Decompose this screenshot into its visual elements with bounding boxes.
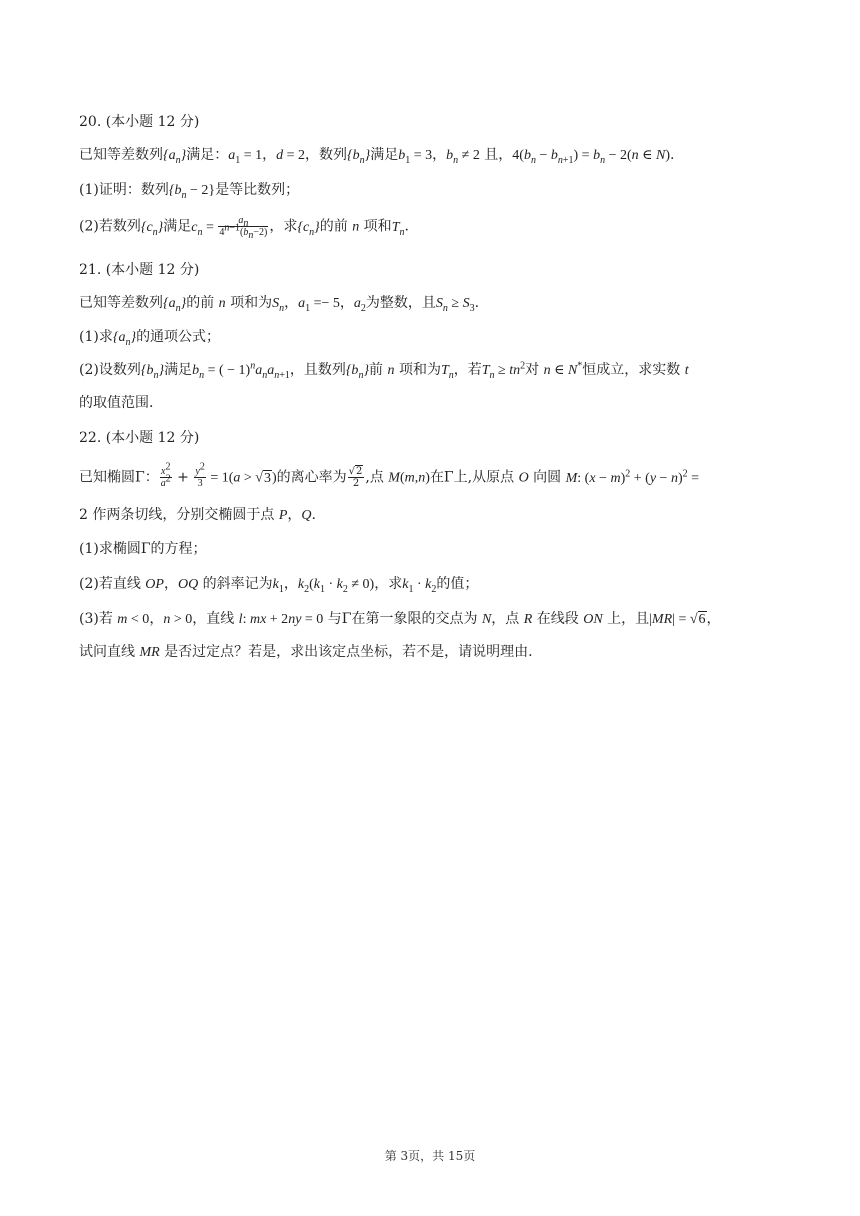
problem-20-stem: 已知等差数列$\{a_n\}$满足：$a_1 = 1$，d = 2，数列$\{b_n\}$满足$b_1 = 3$，$b_n \ne 2$ 且，$4(b_n - b_{n+1}) = b_n - 2(n$ ∈ N). [79,147,675,166]
problem-21-header: 21. (本小题 12 分) [79,262,200,278]
problem-22-stem: 已知椭圆Γ： $\frac{x^2}{a^2}$ + $\frac{y^2}{3}$ = 1(a > √3)的离心率为 $\frac{√2}{2}$ ,点 M(m,n)在Γ上,从原点 O 向圆 M: $(x - m)^2 + (y - n)^2$ = [79,461,700,489]
problem-21-part-1: (1)求$\{a_n\}$的通项公式； [79,329,221,348]
fraction-x2-a2: $\frac{x^2}{a^2}$ [160,461,171,489]
problem-22-part-1: (1)求椭圆Γ的方程； [79,541,207,557]
problem-20-part-2: (2)若数列$\{c_n\}$满足$c_n$ = $\frac{a_n}{4^{n-1}(b_n-2)}$ ，求$\{c_n\}$的前 n 项和$T_n$. [79,215,409,241]
problem-22-stem-continued: 2 作两条切线，分别交椭圆于点 P，Q. [79,507,316,523]
problem-20-part-1: (1)证明：数列$\{b_n - 2\}$是等比数列； [79,182,300,201]
problem-21-part-2: (2)设数列$\{b_n\}$满足$b_n$ = ( − $1)^na_na_{n+1}$，且数列$\{b_n\}$前 n 项和为$T_n$，若$T_n \ge tn^2$对 n ∈ N*恒成立，求实数 t [79,360,689,381]
page-footer: 第 3页，共 15页 [384,1149,476,1163]
fraction-sqrt2-2: $\frac{√2}{2}$ [348,466,363,489]
problem-22-header: 22. (本小题 12 分) [79,430,200,446]
fraction-y2-3: $\frac{y^2}{3}$ [195,461,205,489]
problem-20-header: 20. (本小题 12 分) [79,114,200,130]
problem-21-stem: 已知等差数列$\{a_n\}$的前 n 项和为$S_n$，$a_1 =- 5$，$a_2$为整数，且$S_n \ge S_3$. [79,295,480,314]
fraction-cn: $\frac{a_n}{4^{n-1}(b_n-2)}$ [219,215,268,241]
problem-22-part-3: (3)若 m < 0，n > 0，直线 l: mx + 2ny = 0 与Γ在第一象限的交点为 N，点 R 在线段 ON 上，且|MR| = √6， [79,611,721,627]
problem-21-part-2-continued: 的取值范围. [79,395,154,411]
problem-22-part-2: (2)若直线 OP，OQ 的斜率记为$k_1$，$k_2(k_1 \cdot k_2 \ne 0)$，求$k_1 \cdot k_2$的值； [79,576,479,595]
problem-22-part-3-continued: 试问直线 MR 是否过定点？若是，求出该定点坐标，若不是，请说明理由. [79,644,533,660]
